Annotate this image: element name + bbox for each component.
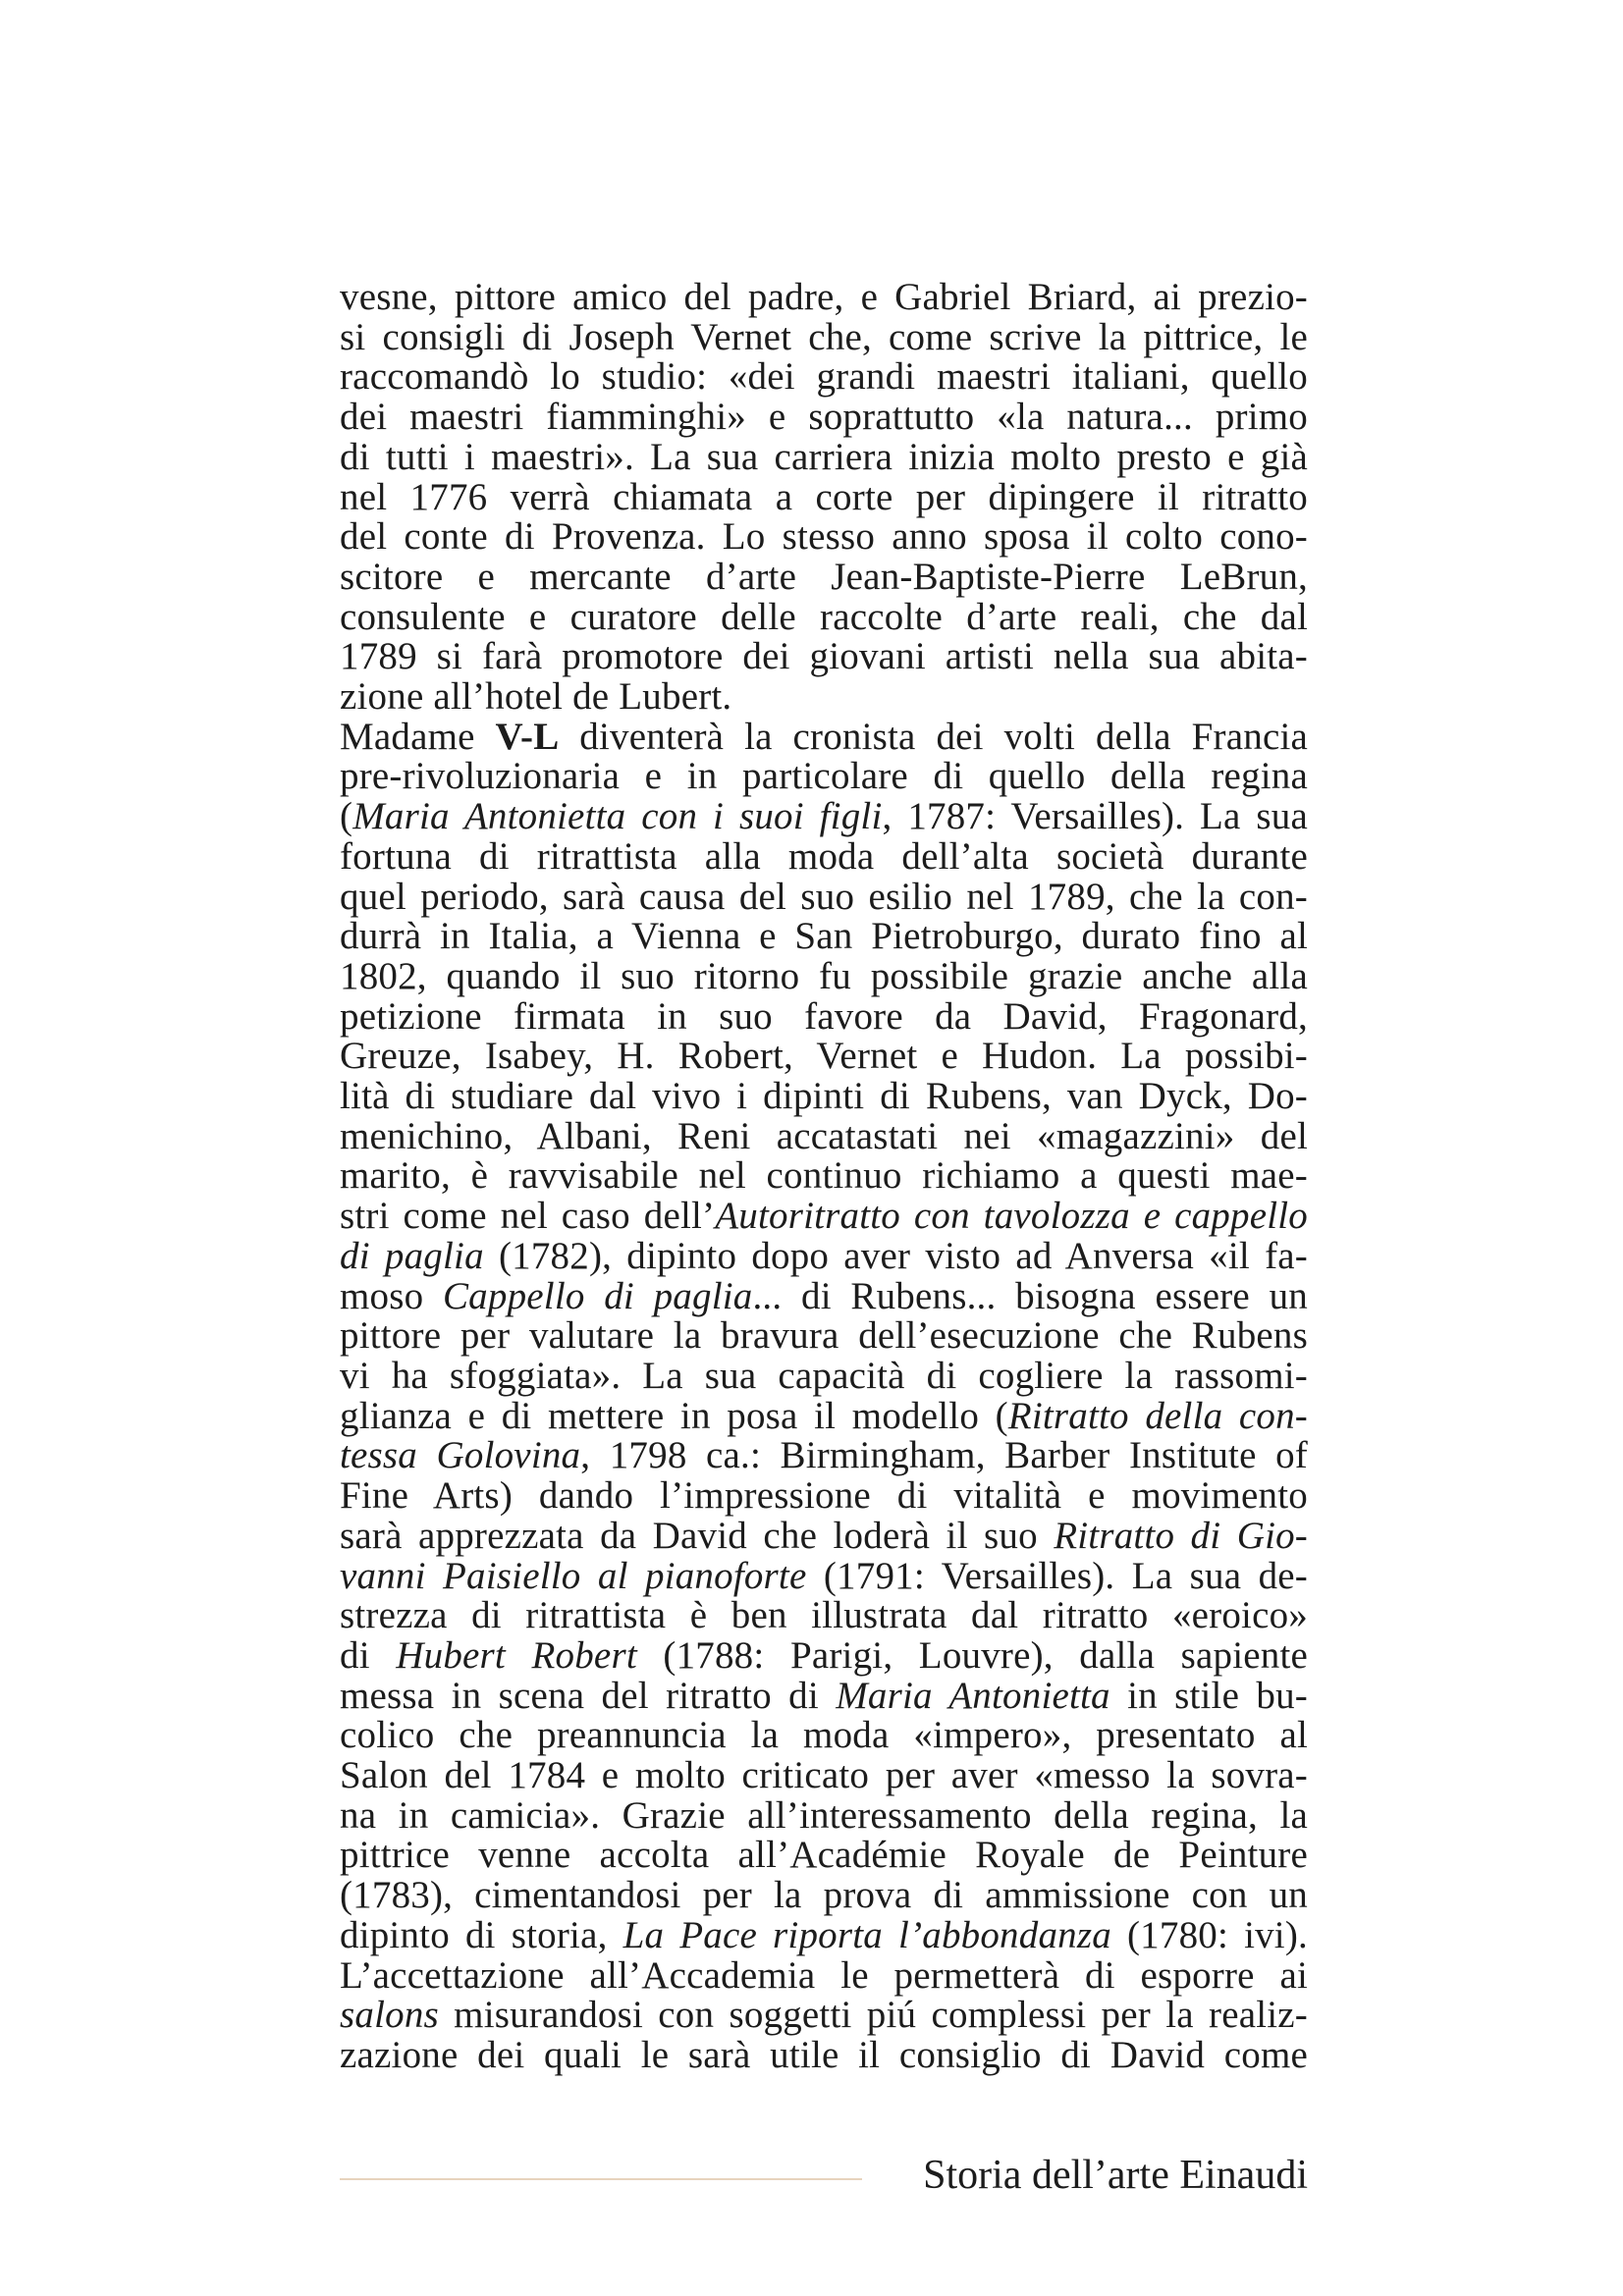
- text-line: [340, 715, 1308, 758]
- text-run: dipinto di storia,: [340, 1913, 623, 1956]
- text-line: [340, 1077, 1308, 1117]
- text-line: [340, 357, 1308, 398]
- text-run: di tutti i maestri». La sua carriera inizia molto presto e già: [340, 435, 1308, 478]
- text-run: ... di Rubens... bisogna essere un: [752, 1274, 1308, 1317]
- italic-run: Maria Antonietta con i suoi figli: [352, 795, 883, 838]
- text-line: [340, 677, 1308, 718]
- italic-run: Hubert Robert: [396, 1633, 637, 1677]
- text-line: [340, 797, 1308, 837]
- text-run: vesne, pittore amico del padre, e Gabriel Briard, ai prezio-: [340, 276, 1308, 318]
- italic-run: La Pace riporta l’abbondanza: [622, 1913, 1111, 1956]
- text-run: in stile bu-: [1109, 1674, 1308, 1717]
- text-line: [340, 1436, 1308, 1476]
- text-run: di: [340, 1633, 397, 1677]
- italic-run: Autoritratto con tavolozza e cappello: [715, 1195, 1308, 1238]
- text-run: quel periodo, sarà causa del suo esilio nel 1789, che la con-: [340, 875, 1308, 918]
- text-run: (1780: ivi).: [1110, 1913, 1308, 1956]
- text-run: nel 1776 verrà chiamata a corte per dipingere il ritratto: [340, 475, 1308, 518]
- text-line: [340, 1234, 1308, 1277]
- text-line: [340, 1716, 1308, 1756]
- text-line: [340, 1156, 1308, 1197]
- text-run: vi ha sfoggiata». La sua capacità di cogliere la rassomi-: [340, 1354, 1308, 1397]
- text-run: Madame: [340, 715, 496, 758]
- text-run: pre-rivoluzionaria e in particolare di quello della regina: [340, 755, 1308, 798]
- text-run: raccomandò lo studio: «dei grandi maestri italiani, quello: [340, 355, 1308, 399]
- text-line: [340, 1316, 1308, 1357]
- text-run: pittrice venne accolta all’Académie Royale de Peinture: [340, 1834, 1308, 1877]
- text-run: Greuze, Isabey, H. Robert, Vernet e Hudon. La possibi-: [340, 1035, 1308, 1078]
- text-run: , 1798 ca.: Birmingham, Barber Institute of: [580, 1434, 1308, 1477]
- text-run: sarà apprezzata da David che loderà il suo: [340, 1514, 1055, 1557]
- text-line: [340, 1674, 1308, 1717]
- text-run: na in camicia». Grazie all’interessamento della regina, la: [340, 1793, 1308, 1837]
- italic-run: Maria Antonietta: [836, 1674, 1110, 1717]
- text-run: fortuna di ritrattista alla moda dell’alta società durante: [340, 834, 1308, 878]
- text-run: colico che preannuncia la moda «impero», presentato al: [340, 1714, 1308, 1757]
- text-run: glianza e di mettere in posa il modello (: [340, 1394, 1008, 1437]
- italic-run: tessa Golovina: [340, 1434, 581, 1477]
- text-run: strezza di ritrattista è ben illustrata dal ritratto «eroico»: [340, 1594, 1308, 1637]
- text-run: menichino, Albani, Reni accatastati nei «magazzini» del: [340, 1114, 1308, 1157]
- text-run: moso: [340, 1274, 443, 1317]
- text-run: del conte di Provenza. Lo stesso anno sposa il colto cono-: [340, 515, 1308, 559]
- text-line: [340, 278, 1308, 318]
- text-run: zazione dei quali le sarà utile il consiglio di David come: [340, 2033, 1308, 2076]
- text-run: scitore e mercante d’arte Jean-Baptiste-Pierre LeBrun,: [340, 555, 1308, 598]
- text-run: (1788: Parigi, Louvre), dalla sapiente: [636, 1633, 1309, 1677]
- text-run: si consigli di Joseph Vernet che, come scrive la pittrice, le: [340, 315, 1308, 358]
- text-line: [340, 1996, 1308, 2036]
- text-line: [340, 398, 1308, 438]
- text-run: durrà in Italia, a Vienna e San Pietroburgo, durato fino al: [340, 915, 1308, 958]
- text-run: dei maestri fiamminghi» e soprattutto «la natura... primo: [340, 396, 1308, 439]
- text-line: [340, 435, 1308, 478]
- footer-rule: [340, 2178, 862, 2180]
- text-run: (1783), cimentandosi per la prova di ammissione con un: [340, 1874, 1308, 1917]
- text-run: 1802, quando il suo ritorno fu possibile grazie anche alla: [340, 954, 1308, 997]
- text-run: marito, è ravvisabile nel continuo richiamo a questi mae-: [340, 1154, 1308, 1198]
- italic-run: di paglia: [340, 1234, 484, 1277]
- text-line: [340, 1876, 1308, 1916]
- text-run: pittore per valutare la bravura dell’esecuzione che Rubens: [340, 1314, 1308, 1358]
- text-run: (1782), dipinto dopo aver visto ad Anversa «il fa-: [483, 1234, 1308, 1277]
- text-line: [340, 917, 1308, 957]
- text-run: L’accettazione all’Accademia le permetterà di esporre ai: [340, 1953, 1308, 1997]
- text-line: [340, 757, 1308, 797]
- text-line: [340, 1114, 1308, 1157]
- text-line: [340, 1394, 1308, 1437]
- text-run: diventerà la cronista dei volti della Francia: [559, 715, 1308, 758]
- text-line: [340, 555, 1308, 598]
- text-line: [340, 1953, 1308, 1997]
- text-run: misurandosi con soggetti piú complessi per la realiz-: [438, 1994, 1308, 2037]
- text-run: 1789 si farà promotore dei giovani artisti nella sua abita-: [340, 635, 1308, 678]
- text-run: lità di studiare dal vivo i dipinti di Rubens, van Dyck, Do-: [340, 1075, 1308, 1118]
- text-run: messa in scena del ritratto di: [340, 1674, 837, 1717]
- text-line: [340, 1596, 1308, 1636]
- text-line: [340, 2033, 1308, 2076]
- text-run: petizione firmata in suo favore da David, Fragonard,: [340, 994, 1308, 1038]
- text-line: [340, 1913, 1308, 1956]
- text-line: [340, 1354, 1308, 1397]
- text-run: stri come nel caso dell’: [340, 1195, 716, 1238]
- footer-title: Storia dell’arte Einaudi: [923, 2153, 1308, 2198]
- text-line: [340, 315, 1308, 358]
- text-line: [340, 517, 1308, 558]
- text-line: [340, 1197, 1308, 1237]
- body-text: [340, 278, 1308, 2076]
- text-line: [340, 475, 1308, 518]
- text-line: [340, 595, 1308, 638]
- text-run: Fine Arts) dando l’impressione di vitalità e movimento: [340, 1474, 1308, 1518]
- text-run: zione all’hotel de Lubert.: [340, 675, 732, 719]
- text-line: [340, 1836, 1308, 1876]
- text-line: [340, 994, 1308, 1038]
- text-line: [340, 1633, 1309, 1677]
- text-line: [340, 637, 1308, 677]
- italic-run: salons: [340, 1994, 439, 2037]
- text-line: [340, 1476, 1308, 1517]
- text-line: [340, 954, 1308, 997]
- italic-run: Ritratto della con-: [1007, 1394, 1308, 1437]
- text-run: (: [340, 795, 353, 838]
- bold-run: V-L: [495, 715, 560, 758]
- text-line: [340, 1037, 1308, 1077]
- text-run: Salon del 1784 e molto criticato per aver «messo la sovra-: [340, 1754, 1308, 1797]
- text-line: [340, 875, 1308, 918]
- italic-run: Ritratto di Gio-: [1054, 1514, 1308, 1557]
- text-run: , 1787: Versailles). La sua: [882, 795, 1309, 838]
- italic-run: vanni Paisiello al pianoforte: [340, 1554, 807, 1597]
- text-line: [340, 1793, 1308, 1837]
- text-line: [340, 1274, 1308, 1317]
- text-run: (1791: Versailles). La sua de-: [806, 1554, 1308, 1597]
- text-line: [340, 1756, 1308, 1796]
- text-line: [340, 1554, 1308, 1597]
- italic-run: Cappello di paglia: [442, 1274, 753, 1317]
- text-line: [340, 834, 1308, 878]
- text-line: [340, 1514, 1308, 1557]
- text-run: consulente e curatore delle raccolte d’arte reali, che dal: [340, 595, 1308, 638]
